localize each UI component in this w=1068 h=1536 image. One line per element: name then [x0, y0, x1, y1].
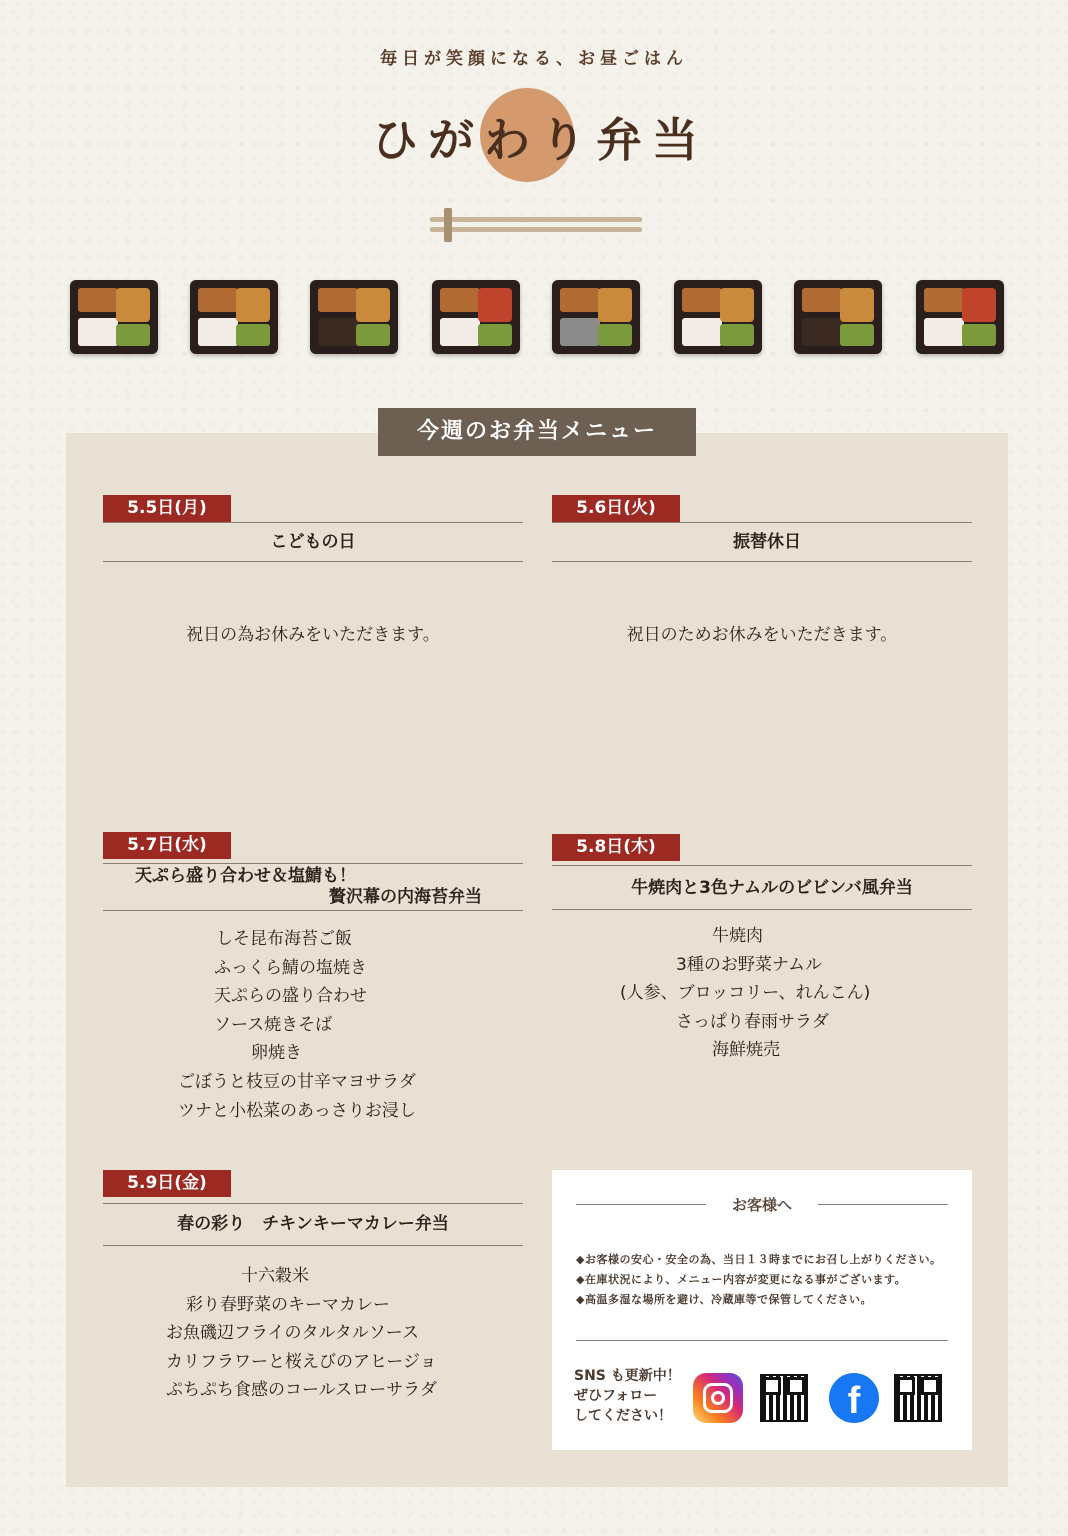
notice-item: ◆在庫状況により、メニュー内容が変更になる事がございます。	[576, 1273, 907, 1286]
day-block-mon	[103, 495, 523, 645]
menu-item: しそ昆布海苔ご飯	[216, 929, 352, 949]
bento-box-image	[310, 280, 398, 354]
menu-item: 3種のお野菜ナムル	[676, 954, 822, 975]
menu-item: 牛焼肉	[712, 926, 763, 946]
menu-item-list	[103, 1262, 523, 1405]
customer-notice-box	[552, 1170, 972, 1450]
notice-item: ◆高温多湿な場所を避け、冷蔵庫等で保管してください。	[576, 1293, 873, 1306]
divider	[103, 561, 523, 562]
menu-item: ソース焼きそば	[214, 1014, 333, 1035]
notice-item: ◆お客様の安心・安全の為、当日１３時までにお召し上がりください。	[576, 1253, 942, 1266]
menu-item-list	[103, 925, 523, 1125]
notice-heading	[576, 1194, 948, 1214]
notice-list	[576, 1250, 941, 1310]
divider	[552, 909, 972, 910]
menu-item: 十六穀米	[241, 1266, 309, 1286]
day-block-fri	[103, 1170, 523, 1405]
date-badge: 5.8日(木)	[552, 834, 680, 861]
divider	[818, 1204, 948, 1205]
facebook-icon[interactable]: f	[829, 1373, 879, 1423]
date-badge: 5.5日(月)	[103, 495, 231, 522]
bento-box-image	[794, 280, 882, 354]
notice-heading-label: お客様へ	[731, 1196, 792, 1214]
day-block-wed	[103, 832, 523, 1125]
day-title: 牛焼肉と3色ナムルのビビンバ風弁当	[631, 878, 913, 898]
day-title	[103, 864, 523, 910]
date-badge: 5.6日(火)	[552, 495, 680, 522]
divider	[103, 910, 523, 911]
menu-item: ごぼうと枝豆の甘辛マヨサラダ	[178, 1071, 416, 1092]
bento-box-image	[552, 280, 640, 354]
divider	[103, 1245, 523, 1246]
holiday-note: 祝日のためお休みをいただきます。	[626, 625, 898, 645]
menu-item: ぷちぷち食感のコールスローサラダ	[166, 1380, 437, 1401]
bento-box-image	[674, 280, 762, 354]
sns-text-line: してください！	[574, 1408, 672, 1424]
menu-item: 彩り春野菜のキーマカレー	[186, 1294, 390, 1315]
bento-image-row	[66, 276, 1012, 366]
logo-text: ひがわり弁当	[372, 113, 708, 167]
divider	[552, 561, 972, 562]
day-block-thu	[552, 834, 972, 1065]
day-title: こどもの日	[270, 532, 356, 552]
facebook-qr-code[interactable]	[894, 1374, 942, 1422]
menu-item-list	[552, 922, 972, 1065]
divider	[576, 1340, 948, 1341]
date-badge: 5.7日(水)	[103, 832, 231, 859]
menu-item: (人参、ブロッコリー、れんこん)	[620, 983, 871, 1004]
menu-item: 天ぷらの盛り合わせ	[214, 986, 367, 1007]
bento-box-image	[916, 280, 1004, 354]
holiday-note: 祝日の為お休みをいただきます。	[186, 625, 440, 645]
menu-item: カリフラワーと桜えびのアヒージョ	[166, 1351, 437, 1372]
day-title: 振替休日	[733, 532, 801, 552]
menu-title: 今週のお弁当メニュー	[378, 408, 696, 456]
day-block-tue	[552, 495, 972, 645]
day-title: 春の彩り チキンキーマカレー弁当	[177, 1214, 449, 1234]
instagram-qr-code[interactable]	[760, 1374, 808, 1422]
menu-item: さっぱり春雨サラダ	[676, 1011, 829, 1032]
bento-box-image	[70, 280, 158, 354]
sns-callout	[574, 1366, 681, 1426]
date-badge: 5.9日(金)	[103, 1170, 231, 1197]
bento-box-image	[432, 280, 520, 354]
instagram-icon[interactable]	[693, 1373, 743, 1423]
menu-item: 海鮮焼売	[712, 1040, 780, 1061]
menu-item: 卵焼き	[251, 1043, 302, 1064]
sns-text-line: ぜひフォロー	[574, 1388, 658, 1404]
tagline: 毎日が笑顔になる、お昼ごはん	[380, 49, 688, 69]
logo	[360, 88, 720, 188]
menu-item: ふっくら鯖の塩焼き	[214, 957, 367, 978]
menu-item: ツナと小松菜のあっさりお浸し	[178, 1100, 416, 1121]
chopsticks-icon	[430, 208, 646, 242]
bento-box-image	[190, 280, 278, 354]
day-title-line: 天ぷら盛り合わせ＆塩鯖も！	[135, 866, 356, 886]
sns-text-line: SNS も更新中！	[574, 1368, 681, 1384]
day-title-line: 贅沢幕の内海苔弁当	[329, 887, 482, 907]
menu-item: お魚磯辺フライのタルタルソース	[166, 1323, 419, 1344]
